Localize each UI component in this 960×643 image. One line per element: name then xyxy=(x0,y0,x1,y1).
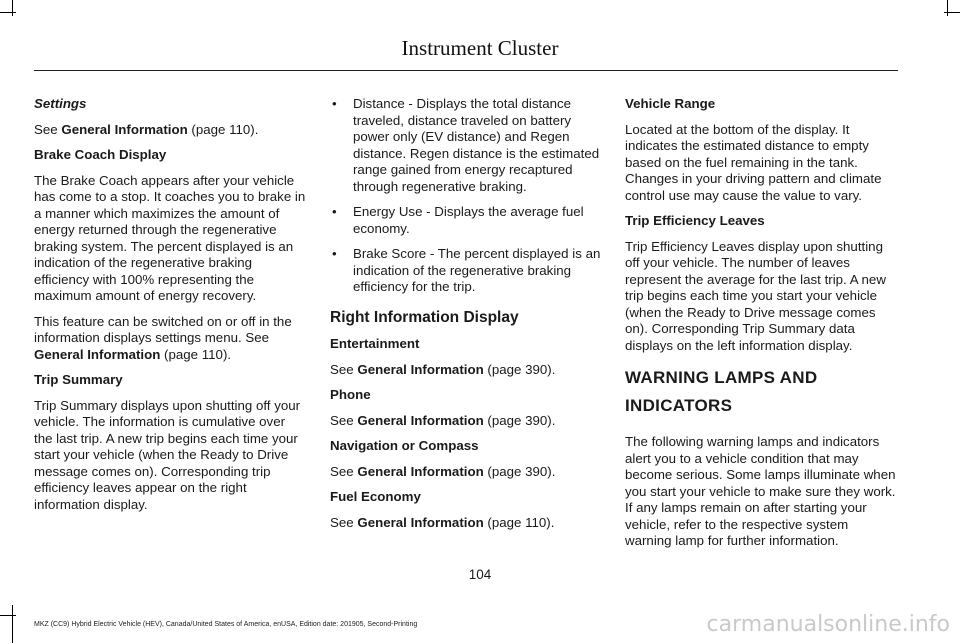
page-ref: (page 110). xyxy=(187,121,259,137)
trip-efficiency-paragraph: Trip Efficiency Leaves display upon shutting off your vehicle. The number of leaves represent the average for the last trip. A new trip begins each time you start your vehicle (when the Ready to Drive message comes on). Corresponding Trip Summary data displays on the left information display. xyxy=(625,238,886,353)
bullet-text: Distance - Displays the total distance traveled, distance traveled on battery power only (EV distance) and Regen distance. Regen distance is the estimated range gained from energy recaptured through regenerative braking. xyxy=(353,96,600,194)
entertainment-heading: Entertainment xyxy=(330,336,420,351)
watermark-text: carmanualsonline.info xyxy=(706,612,950,637)
brake-coach-ref-link[interactable]: General Information xyxy=(34,346,161,362)
brake-coach-paragraph-1: The Brake Coach appears after your vehicle has come to a stop. It coaches you to brake in a manner which maximizes the amount of energy returned through the regenerative braking system. The percent displayed is an indication of the regenerative braking efficiency with 100% representing the maximum amount of energy recovery. xyxy=(34,172,306,303)
settings-reference xyxy=(34,122,306,139)
entertainment-ref-link[interactable]: General Information xyxy=(357,361,484,377)
fuel-economy-heading: Fuel Economy xyxy=(330,489,421,504)
phone-reference xyxy=(330,413,602,430)
crop-mark-top-left-v xyxy=(12,0,13,16)
warning-heading-line-1: WARNING LAMPS AND xyxy=(625,368,818,387)
warning-lamps-heading xyxy=(625,364,897,420)
crop-mark-top-right-v xyxy=(947,0,948,16)
phone-heading: Phone xyxy=(330,387,371,402)
fuel-economy-ref-link[interactable]: General Information xyxy=(357,514,484,530)
header-divider xyxy=(34,70,898,71)
crop-mark-bottom-left-v xyxy=(12,605,13,643)
page-ref: (page 110). xyxy=(160,346,232,362)
page-number: 104 xyxy=(468,567,492,582)
page-ref: (page 390). xyxy=(483,463,556,479)
settings-heading: Settings xyxy=(34,96,87,111)
navigation-ref-link[interactable]: General Information xyxy=(357,463,484,479)
see-text: See xyxy=(330,412,358,428)
navigation-reference xyxy=(330,464,602,481)
bullet-text: Energy Use - Displays the average fuel economy. xyxy=(353,204,584,236)
fuel-economy-reference xyxy=(330,515,602,532)
see-text: See xyxy=(34,121,62,137)
right-info-display-heading: Right Information Display xyxy=(330,308,519,326)
see-text: See xyxy=(330,514,358,530)
entertainment-reference xyxy=(330,362,602,379)
bullet-text: Brake Score - The percent displayed is an indication of the regenerative braking efficiency for the trip. xyxy=(353,246,601,294)
page-ref: (page 390). xyxy=(483,412,556,428)
bullet-icon: • xyxy=(332,246,337,261)
trip-summary-heading: Trip Summary xyxy=(34,372,123,387)
brake-coach-heading: Brake Coach Display xyxy=(34,147,167,162)
brake-coach-p2-text: This feature can be switched on or off in the information displays settings menu. See xyxy=(34,313,292,345)
bullet-item-brake-score xyxy=(330,246,602,296)
page-header-title: Instrument Cluster xyxy=(401,36,559,60)
trip-summary-paragraph: Trip Summary displays upon shutting off your vehicle. The information is cumulative over the last trip. A new trip begins each time your start your vehicle (when the Ready to Drive message comes on). Corresponding trip efficiency leaves appear on the right information display. xyxy=(34,397,301,512)
see-text: See xyxy=(330,361,358,377)
settings-ref-link[interactable]: General Information xyxy=(61,121,188,137)
vehicle-range-heading: Vehicle Range xyxy=(625,96,716,111)
crop-mark-bottom-left-h xyxy=(0,615,16,616)
column-right xyxy=(625,96,897,559)
crop-mark-top-left-h xyxy=(0,12,16,13)
navigation-heading: Navigation or Compass xyxy=(330,438,479,453)
trip-efficiency-heading: Trip Efficiency Leaves xyxy=(625,213,765,228)
phone-ref-link[interactable]: General Information xyxy=(357,412,484,428)
see-text: See xyxy=(330,463,358,479)
bullet-icon: • xyxy=(332,204,337,219)
column-middle xyxy=(330,96,602,540)
footer-edition-text: MKZ (CC9) Hybrid Electric Vehicle (HEV), Canada/United States of America, enUSA, Edition date: 201905, Second-Printing xyxy=(34,621,418,628)
bullet-icon: • xyxy=(332,96,337,111)
brake-coach-paragraph-2 xyxy=(34,314,306,364)
vehicle-range-paragraph: Located at the bottom of the display. It indicates the estimated distance to empty based on the fuel remaining in the tank. Changes in your driving pattern and climate control use may cause the value to vary. xyxy=(625,121,882,203)
bullet-item-distance xyxy=(330,96,602,195)
page-ref: (page 110). xyxy=(483,514,555,530)
bullet-item-energy-use xyxy=(330,204,602,237)
page-ref: (page 390). xyxy=(483,361,556,377)
warning-lamps-paragraph: The following warning lamps and indicators alert you to a vehicle condition that may become serious. Some lamps illuminate when you start your vehicle to make sure they work. If any lamps remain on after starting your vehicle, refer to the respective system warning lamp for further information. xyxy=(625,434,896,548)
column-left xyxy=(34,96,306,522)
warning-heading-line-2: INDICATORS xyxy=(625,396,733,415)
